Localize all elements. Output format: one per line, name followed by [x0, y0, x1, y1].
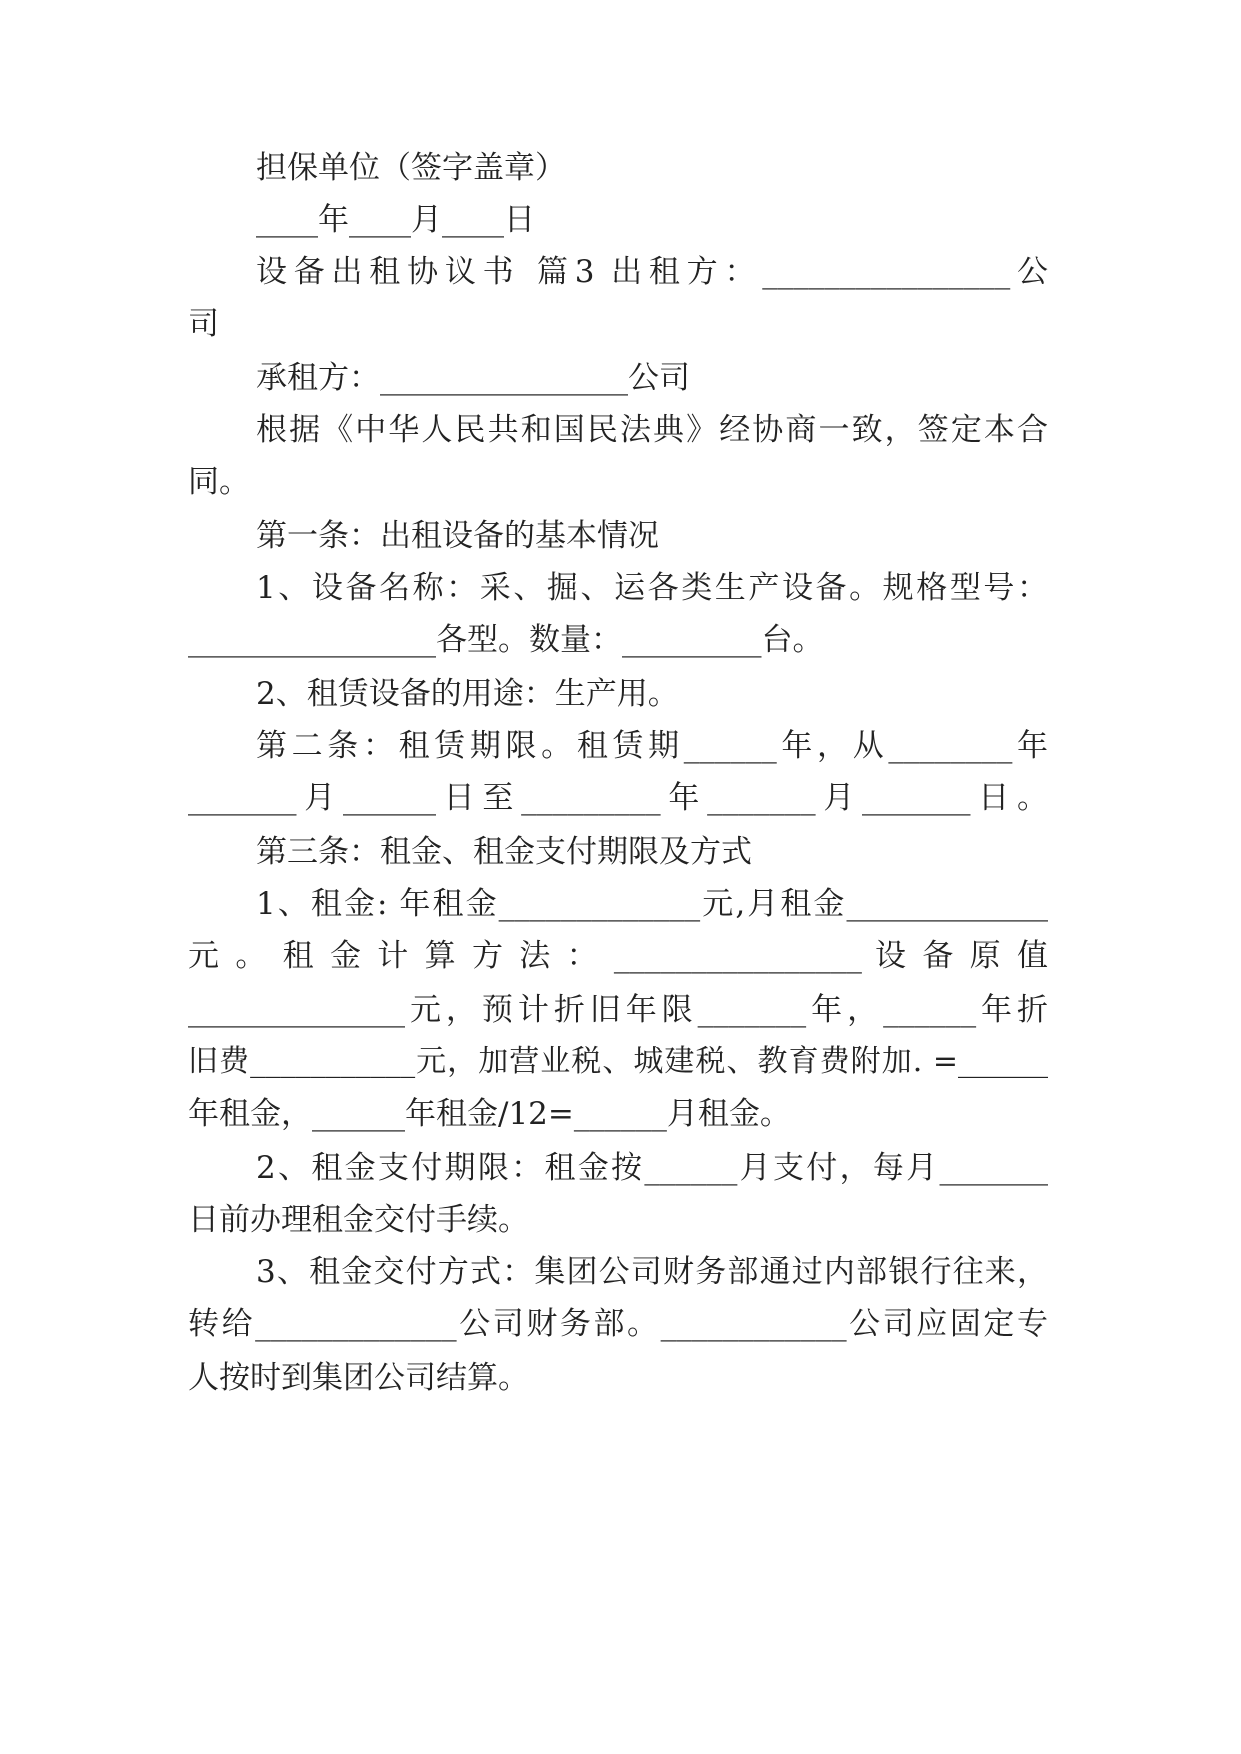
annual-monthly-rent-line: 年租金，______年租金/12=______月租金。 [188, 1096, 791, 1132]
lessor-continuation: 司 [188, 306, 219, 342]
settlement-line: 人按时到集团公司结算。 [188, 1360, 529, 1396]
depreciation-tax-line: 旧费___________元，加营业税、城建税、教育费附加. =______ [188, 1044, 1048, 1079]
equipment-use-line: 2、租赁设备的用途：生产用。 [256, 676, 679, 712]
payment-term-line: 2、租金支付期限：租金按______月支付，每月_______ [256, 1150, 1048, 1186]
basis-paragraph-end: 同。 [188, 464, 250, 500]
section-heading-lessor: 设备出租协议书 篇3 出租方：________________公 [256, 254, 1048, 290]
rent-amount-line: 1、租金: 年租金_____________元,月租金_____________ [256, 886, 1048, 922]
article-2-term-line: 第二条：租赁期限。租赁期______年，从________年 [256, 728, 1048, 764]
term-dates-line: _______月______日至_________年_______月_______日。 [188, 780, 1048, 816]
payment-method-line: 3、租金交付方式：集团公司财务部通过内部银行往来， [256, 1254, 1048, 1290]
lessee-line: 承租方：________________公司 [256, 360, 690, 396]
payment-transfer-line: 转给_____________公司财务部。____________公司应固定专 [188, 1306, 1048, 1342]
equipment-model-quantity-line: ________________各型。数量：_________台。 [188, 622, 824, 658]
date-line: ____年____月____日 [256, 202, 535, 238]
article-1-heading: 第一条：出租设备的基本情况 [256, 518, 659, 554]
basis-paragraph: 根据《中华人民共和国民法典》经协商一致，签定本合 [256, 412, 1048, 448]
guarantor-signature-line: 担保单位（签字盖章） [256, 150, 566, 186]
article-3-heading: 第三条：租金、租金支付期限及方式 [256, 834, 752, 870]
equipment-name-line: 1、设备名称：采、掘、运各类生产设备。规格型号： [256, 570, 1048, 606]
rent-calculation-line: 元 。 租 金 计 算 方 法 ： ________________ 设 备 原 值 [188, 938, 1048, 974]
payment-term-end: 日前办理租金交付手续。 [188, 1202, 529, 1238]
depreciation-line: ______________元，预计折旧年限_______年，______年折 [188, 992, 1048, 1028]
